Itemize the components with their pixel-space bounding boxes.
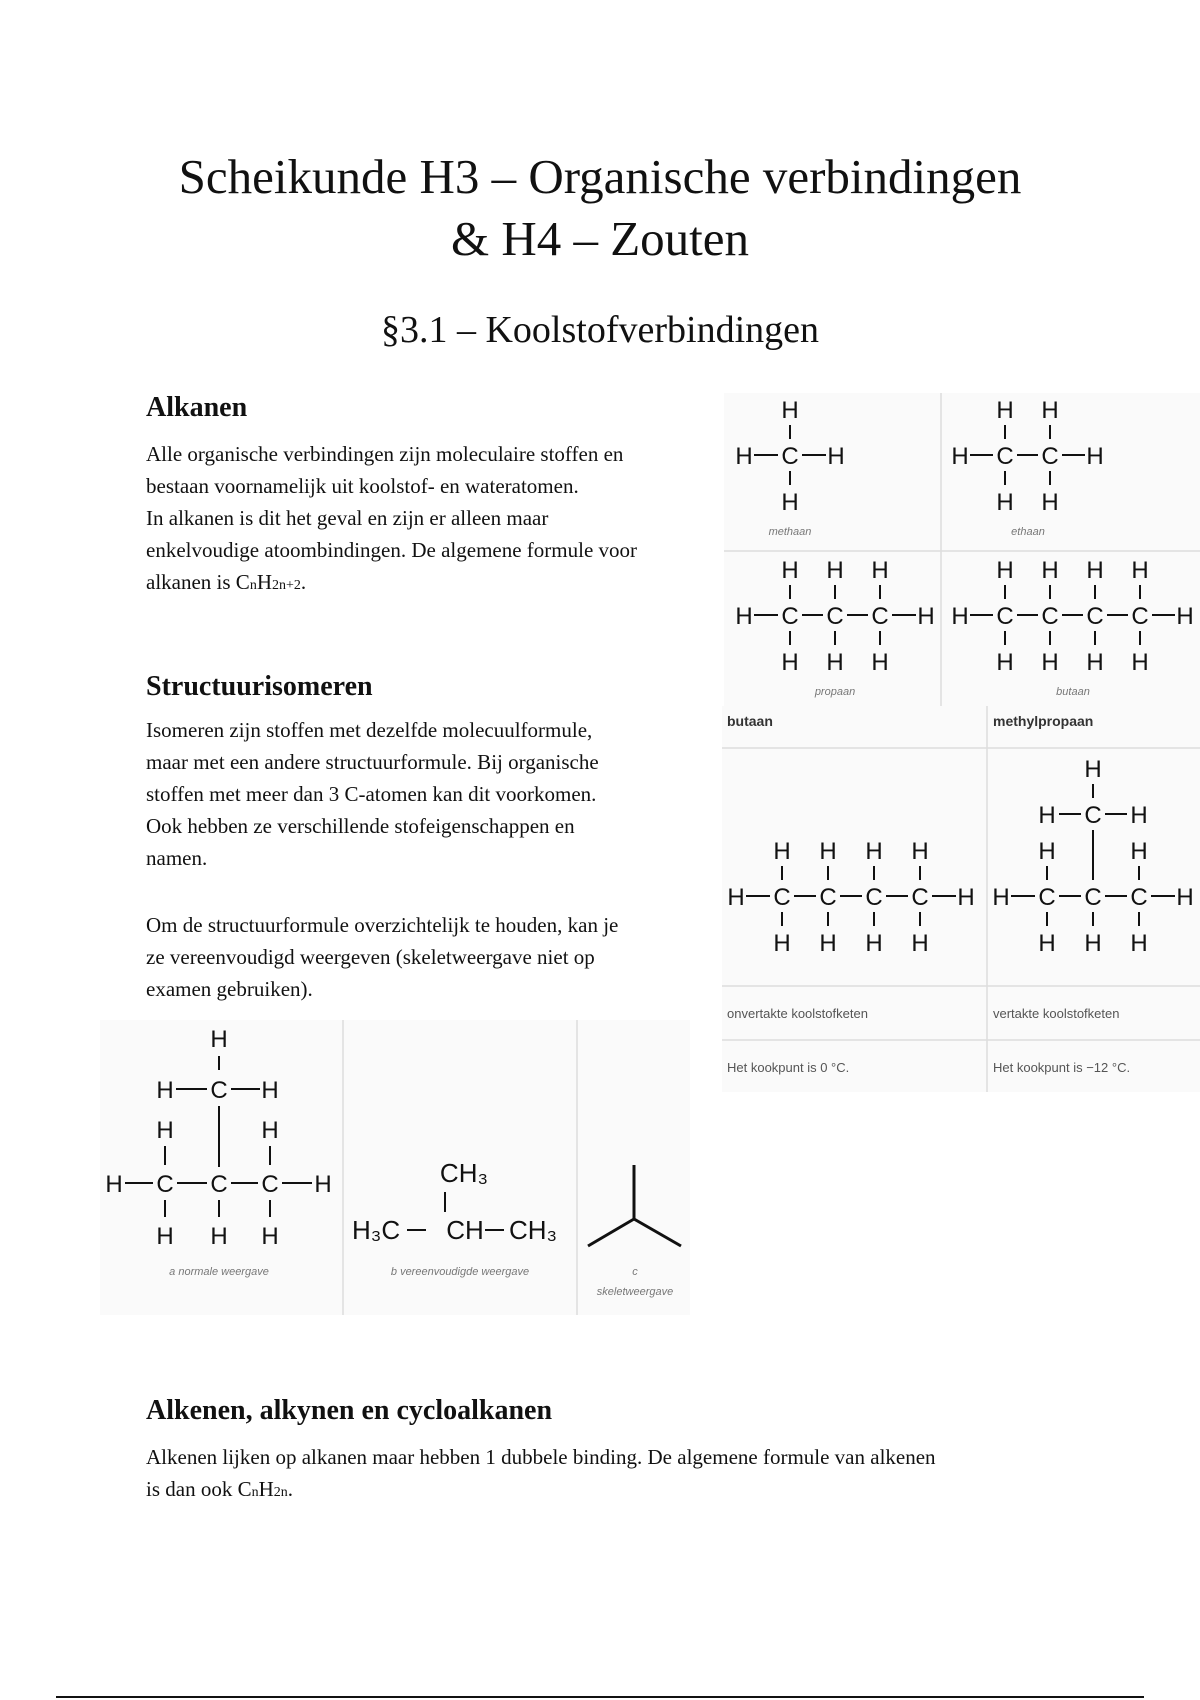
atom-c: C: [210, 1077, 228, 1104]
atom-h: H: [1041, 557, 1059, 584]
table-header-butaan: butaan: [727, 713, 773, 729]
atom-h: H: [1038, 838, 1056, 865]
paragraph-structuurisomeren: [146, 714, 599, 874]
representation-svg: [100, 1020, 690, 1315]
atom-h: H: [1086, 557, 1104, 584]
atom-h: H: [871, 557, 889, 584]
bond-line: [588, 1219, 634, 1246]
formula-line: [146, 1473, 936, 1509]
cell-boiling-methylpropaan: Het kookpunt is −12 °C.: [993, 1060, 1131, 1075]
atom-h: H: [105, 1171, 123, 1198]
atom-h: H: [957, 884, 975, 911]
paragraph-alkenen: [146, 1441, 936, 1509]
isomer-comparison-table: [722, 706, 1200, 1092]
paragraph-alkanen: [146, 438, 637, 602]
atom-h: H: [261, 1117, 279, 1144]
atom-c: C: [1041, 603, 1059, 630]
atom-c: C: [781, 603, 799, 630]
atom-c: C: [773, 884, 791, 911]
text-line: maar met een andere structuurformule. Bij organische: [146, 750, 599, 774]
formula-text: alkanen is C: [146, 570, 250, 594]
text-line: Om de structuurformule overzichtelijk te houden, kan je: [146, 913, 619, 937]
atom-h: H: [1041, 649, 1059, 676]
atom-c: C: [819, 884, 837, 911]
atom-h: H: [827, 443, 845, 470]
formula-text: .: [300, 570, 307, 594]
isomer-table-svg: [722, 706, 1200, 1092]
atom-h: H: [1131, 557, 1149, 584]
title-line-2: & H4 – Zouten: [450, 211, 750, 266]
page-title: [0, 146, 1200, 270]
atom-h: H: [781, 489, 799, 516]
atom-h: H: [210, 1026, 228, 1053]
paragraph-weergave: [146, 909, 618, 1005]
ch-group: CH: [446, 1215, 484, 1245]
caption-c: c: [632, 1266, 638, 1278]
text-line: ze vereenvoudigd weergeven (skeletweergave niet op: [146, 945, 595, 969]
atom-c: C: [1041, 443, 1059, 470]
atom-h: H: [996, 557, 1014, 584]
table-header-methylpropaan: methylpropaan: [993, 713, 1094, 729]
representation-figure: [100, 1020, 690, 1315]
atom-h: H: [819, 930, 837, 957]
formula-text: H: [258, 1477, 274, 1501]
atom-h: H: [951, 603, 969, 630]
title-line-1: Scheikunde H3 – Organische verbindingen: [178, 149, 1022, 204]
atom-h: H: [1130, 802, 1148, 829]
atom-h: H: [781, 557, 799, 584]
ch3-right-group: CH₃: [509, 1215, 558, 1245]
atom-c: C: [156, 1171, 174, 1198]
atom-c: C: [865, 884, 883, 911]
atom-h: H: [826, 557, 844, 584]
alkane-structures-figure: [724, 393, 1200, 709]
atom-h: H: [727, 884, 745, 911]
atom-h: H: [1131, 649, 1149, 676]
atom-h: H: [1086, 443, 1104, 470]
atom-h: H: [261, 1077, 279, 1104]
atom-h: H: [156, 1117, 174, 1144]
atom-h: H: [735, 603, 753, 630]
atom-c: C: [1038, 884, 1056, 911]
page-bottom-rule: [56, 1696, 1144, 1698]
atom-c: C: [210, 1171, 228, 1198]
atom-c: C: [1084, 802, 1102, 829]
text-line: Isomeren zijn stoffen met dezelfde molecuulformule,: [146, 718, 593, 742]
atom-h: H: [210, 1223, 228, 1250]
atom-h: H: [951, 443, 969, 470]
text-line: In alkanen is dit het geval en zijn er alleen maar: [146, 506, 549, 530]
atom-h: H: [1086, 649, 1104, 676]
atom-c: C: [261, 1171, 279, 1198]
atom-h: H: [1176, 603, 1194, 630]
atom-h: H: [996, 397, 1014, 424]
caption-normale-weergave: a normale weergave: [169, 1266, 269, 1278]
skeletal-structure: [588, 1165, 681, 1246]
text-line: bestaan voornamelijk uit koolstof- en wateratomen.: [146, 474, 579, 498]
formula-text: H: [256, 570, 272, 594]
atom-h: H: [1038, 802, 1056, 829]
text-line: enkelvoudige atoombindingen. De algemene formule voor: [146, 538, 638, 562]
atom-h: H: [819, 838, 837, 865]
cell-boiling-butaan: Het kookpunt is 0 °C.: [727, 1060, 850, 1075]
atom-h: H: [865, 838, 883, 865]
atom-c: C: [1130, 884, 1148, 911]
atom-h: H: [1130, 838, 1148, 865]
atom-h: H: [917, 603, 935, 630]
formula-subscript: 2n+2: [271, 578, 301, 593]
heading-structuurisomeren: Structuurisomeren: [146, 671, 373, 702]
atom-h: H: [1084, 930, 1102, 957]
atom-h: H: [773, 838, 791, 865]
caption-vereenvoudigde-weergave: b vereenvoudigde weergave: [390, 1266, 530, 1278]
h3c-group: H₃C: [352, 1215, 401, 1245]
atom-c: C: [996, 443, 1014, 470]
atom-c: C: [826, 603, 844, 630]
caption-methaan: methaan: [768, 526, 812, 538]
text-line: examen gebruiken).: [146, 977, 313, 1001]
cell-chain-butaan: onvertakte koolstofketen: [727, 1006, 868, 1021]
atom-h: H: [1084, 756, 1102, 783]
section-heading: §3.1 – Koolstofverbindingen: [380, 309, 819, 351]
atom-h: H: [1041, 489, 1059, 516]
caption-propaan: propaan: [814, 686, 856, 698]
caption-ethaan: ethaan: [1011, 526, 1045, 538]
atom-h: H: [781, 649, 799, 676]
atom-h: H: [911, 930, 929, 957]
atom-c: C: [871, 603, 889, 630]
atom-h: H: [773, 930, 791, 957]
text-line: Alkenen lijken op alkanen maar hebben 1 dubbele binding. De algemene formule van alkenen: [146, 1445, 936, 1469]
atom-h: H: [314, 1171, 332, 1198]
formula-subscript: n: [251, 1485, 259, 1500]
atom-h: H: [1038, 930, 1056, 957]
atom-c: C: [1131, 603, 1149, 630]
text-line: stoffen met meer dan 3 C-atomen kan dit voorkomen.: [146, 782, 597, 806]
atom-h: H: [1041, 397, 1059, 424]
heading-alkanen: Alkanen: [146, 392, 248, 423]
atom-h: H: [871, 649, 889, 676]
caption-skeletweergave: skeletweergave: [596, 1286, 674, 1298]
atom-h: H: [261, 1223, 279, 1250]
cell-chain-methylpropaan: vertakte koolstofketen: [993, 1006, 1120, 1021]
caption-butaan: butaan: [1056, 686, 1090, 698]
atom-c: C: [781, 443, 799, 470]
atom-c: C: [911, 884, 929, 911]
atom-c: C: [996, 603, 1014, 630]
atom-h: H: [1176, 884, 1194, 911]
bond-line: [634, 1219, 681, 1246]
atom-h: H: [865, 930, 883, 957]
atom-h: H: [1130, 930, 1148, 957]
formula-line: [146, 566, 637, 602]
atom-h: H: [156, 1077, 174, 1104]
atom-c: C: [1086, 603, 1104, 630]
atom-h: H: [735, 443, 753, 470]
formula-subscript: n: [249, 578, 257, 593]
atom-h: H: [996, 489, 1014, 516]
atom-h: H: [781, 397, 799, 424]
atom-h: H: [826, 649, 844, 676]
text-line: namen.: [146, 846, 208, 870]
text-line: Ook hebben ze verschillende stofeigenschappen en: [146, 814, 575, 838]
formula-text: is dan ook C: [146, 1477, 252, 1501]
ch3-top-group: CH₃: [439, 1158, 489, 1188]
alkane-structures-svg: [724, 393, 1200, 709]
atom-c: C: [1084, 884, 1102, 911]
atom-h: H: [156, 1223, 174, 1250]
text-line: Alle organische verbindingen zijn moleculaire stoffen en: [146, 442, 624, 466]
heading-alkenen: Alkenen, alkynen en cycloalkanen: [146, 1395, 553, 1426]
formula-text: .: [287, 1477, 294, 1501]
formula-subscript: 2n: [273, 1485, 288, 1500]
atom-h: H: [992, 884, 1010, 911]
atom-h: H: [911, 838, 929, 865]
atom-h: H: [996, 649, 1014, 676]
